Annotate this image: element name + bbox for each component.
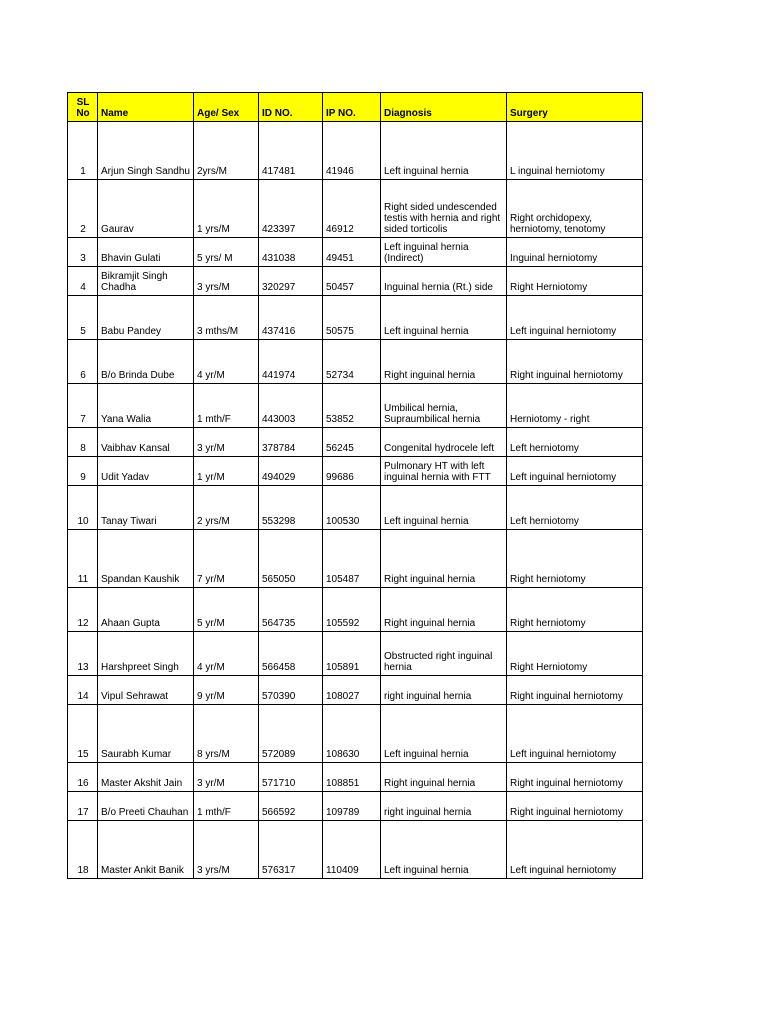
- cell-age-sex: 1 mth/F: [194, 384, 259, 428]
- cell-age-sex: 3 yr/M: [194, 428, 259, 457]
- cell-sl-no: 16: [68, 763, 98, 792]
- cell-sl-no: 1: [68, 122, 98, 180]
- cell-id-no: 431038: [259, 238, 323, 267]
- cell-surgery: Right inguinal herniotomy: [507, 676, 643, 705]
- cell-surgery: Left inguinal herniotomy: [507, 821, 643, 879]
- cell-sl-no: 14: [68, 676, 98, 705]
- cell-ip-no: 46912: [323, 180, 381, 238]
- cell-surgery: Right inguinal herniotomy: [507, 340, 643, 384]
- cell-surgery: Inguinal herniotomy: [507, 238, 643, 267]
- cell-age-sex: 8 yrs/M: [194, 705, 259, 763]
- table-row: [68, 676, 643, 705]
- cell-diagnosis: Right inguinal hernia: [381, 530, 507, 588]
- cell-id-no: 417481: [259, 122, 323, 180]
- cell-surgery: Left herniotomy: [507, 486, 643, 530]
- cell-name: Vipul Sehrawat: [98, 676, 194, 705]
- cell-ip-no: 50457: [323, 267, 381, 296]
- cell-name: Vaibhav Kansal: [98, 428, 194, 457]
- cell-surgery: Left inguinal herniotomy: [507, 705, 643, 763]
- cell-age-sex: 1 yrs/M: [194, 180, 259, 238]
- cell-surgery: Left herniotomy: [507, 428, 643, 457]
- table-row: [68, 296, 643, 340]
- cell-name: Babu Pandey: [98, 296, 194, 340]
- cell-ip-no: 105891: [323, 632, 381, 676]
- cell-name: Master Akshit Jain: [98, 763, 194, 792]
- cell-age-sex: 2yrs/M: [194, 122, 259, 180]
- cell-sl-no: 6: [68, 340, 98, 384]
- table-row: [68, 705, 643, 763]
- cell-id-no: 494029: [259, 457, 323, 486]
- table-row: [68, 340, 643, 384]
- cell-sl-no: 5: [68, 296, 98, 340]
- cell-id-no: 443003: [259, 384, 323, 428]
- cell-surgery: Herniotomy - right: [507, 384, 643, 428]
- cell-sl-no: 18: [68, 821, 98, 879]
- cell-diagnosis: Right sided undescended testis with hernia and right sided torticolis: [381, 180, 507, 238]
- cell-sl-no: 3: [68, 238, 98, 267]
- cell-surgery: Right Herniotomy: [507, 632, 643, 676]
- cell-diagnosis: Left inguinal hernia: [381, 705, 507, 763]
- cell-name: Tanay Tiwari: [98, 486, 194, 530]
- cell-age-sex: 7 yr/M: [194, 530, 259, 588]
- table-row: [68, 486, 643, 530]
- table-row: [68, 180, 643, 238]
- cell-diagnosis: Right inguinal hernia: [381, 340, 507, 384]
- table-row: [68, 238, 643, 267]
- cell-surgery: Right inguinal herniotomy: [507, 763, 643, 792]
- cell-age-sex: 4 yr/M: [194, 632, 259, 676]
- cell-age-sex: 4 yr/M: [194, 340, 259, 384]
- cell-age-sex: 3 mths/M: [194, 296, 259, 340]
- cell-diagnosis: right inguinal hernia: [381, 792, 507, 821]
- cell-sl-no: 11: [68, 530, 98, 588]
- cell-diagnosis: Pulmonary HT with left inguinal hernia with FTT: [381, 457, 507, 486]
- cell-surgery: Right Herniotomy: [507, 267, 643, 296]
- cell-sl-no: 13: [68, 632, 98, 676]
- cell-sl-no: 8: [68, 428, 98, 457]
- cell-ip-no: 105592: [323, 588, 381, 632]
- cell-ip-no: 50575: [323, 296, 381, 340]
- table-row: [68, 763, 643, 792]
- table-row: [68, 792, 643, 821]
- cell-name: Spandan Kaushik: [98, 530, 194, 588]
- header-sl-no: SL No: [68, 93, 98, 122]
- cell-age-sex: 2 yrs/M: [194, 486, 259, 530]
- cell-name: Bikramjit Singh Chadha: [98, 267, 194, 296]
- header-age-sex: Age/ Sex: [194, 93, 259, 122]
- cell-surgery: Right inguinal herniotomy: [507, 792, 643, 821]
- cell-ip-no: 110409: [323, 821, 381, 879]
- cell-id-no: 437416: [259, 296, 323, 340]
- header-id-no: ID NO.: [259, 93, 323, 122]
- cell-ip-no: 41946: [323, 122, 381, 180]
- cell-id-no: 553298: [259, 486, 323, 530]
- cell-age-sex: 1 mth/F: [194, 792, 259, 821]
- cell-diagnosis: Left inguinal hernia (Indirect): [381, 238, 507, 267]
- cell-name: Gaurav: [98, 180, 194, 238]
- cell-name: Saurabh Kumar: [98, 705, 194, 763]
- cell-sl-no: 2: [68, 180, 98, 238]
- cell-diagnosis: Left inguinal hernia: [381, 821, 507, 879]
- cell-name: B/o Preeti Chauhan: [98, 792, 194, 821]
- cell-diagnosis: Inguinal hernia (Rt.) side: [381, 267, 507, 296]
- cell-id-no: 570390: [259, 676, 323, 705]
- cell-id-no: 565050: [259, 530, 323, 588]
- cell-age-sex: 5 yrs/ M: [194, 238, 259, 267]
- cell-age-sex: 3 yrs/M: [194, 267, 259, 296]
- cell-ip-no: 49451: [323, 238, 381, 267]
- table-row: [68, 122, 643, 180]
- cell-id-no: 320297: [259, 267, 323, 296]
- cell-name: Ahaan Gupta: [98, 588, 194, 632]
- hernia-cases-table: [67, 92, 643, 879]
- table-body: [68, 122, 643, 879]
- cell-ip-no: 52734: [323, 340, 381, 384]
- table-row: [68, 267, 643, 296]
- cell-age-sex: 1 yr/M: [194, 457, 259, 486]
- cell-id-no: 423397: [259, 180, 323, 238]
- cell-ip-no: 108851: [323, 763, 381, 792]
- cell-diagnosis: Left inguinal hernia: [381, 486, 507, 530]
- cell-id-no: 378784: [259, 428, 323, 457]
- table-row: [68, 384, 643, 428]
- cell-surgery: Right orchidopexy, herniotomy, tenotomy: [507, 180, 643, 238]
- cell-name: Yana Walia: [98, 384, 194, 428]
- cell-age-sex: 3 yrs/M: [194, 821, 259, 879]
- cell-ip-no: 53852: [323, 384, 381, 428]
- cell-name: Master Ankit Banik: [98, 821, 194, 879]
- cell-name: Arjun Singh Sandhu: [98, 122, 194, 180]
- cell-diagnosis: Left inguinal hernia: [381, 296, 507, 340]
- cell-id-no: 566592: [259, 792, 323, 821]
- cell-name: Bhavin Gulati: [98, 238, 194, 267]
- cell-ip-no: 108027: [323, 676, 381, 705]
- cell-surgery: Right herniotomy: [507, 530, 643, 588]
- cell-id-no: 571710: [259, 763, 323, 792]
- header-surgery: Surgery: [507, 93, 643, 122]
- header-row: [68, 93, 643, 122]
- cell-sl-no: 17: [68, 792, 98, 821]
- cell-ip-no: 105487: [323, 530, 381, 588]
- cell-diagnosis: Right inguinal hernia: [381, 588, 507, 632]
- cell-ip-no: 56245: [323, 428, 381, 457]
- cell-name: Harshpreet Singh: [98, 632, 194, 676]
- cell-id-no: 576317: [259, 821, 323, 879]
- cell-diagnosis: Umbilical hernia, Supraumbilical hernia: [381, 384, 507, 428]
- cell-id-no: 572089: [259, 705, 323, 763]
- header-name: Name: [98, 93, 194, 122]
- table-row: [68, 428, 643, 457]
- cell-ip-no: 99686: [323, 457, 381, 486]
- cell-name: Udit Yadav: [98, 457, 194, 486]
- cell-diagnosis: Congenital hydrocele left: [381, 428, 507, 457]
- cell-surgery: Left inguinal herniotomy: [507, 296, 643, 340]
- cell-id-no: 566458: [259, 632, 323, 676]
- table-row: [68, 821, 643, 879]
- cell-sl-no: 7: [68, 384, 98, 428]
- table-row: [68, 457, 643, 486]
- cell-surgery: L inguinal herniotomy: [507, 122, 643, 180]
- cell-surgery: Right herniotomy: [507, 588, 643, 632]
- cell-sl-no: 15: [68, 705, 98, 763]
- table-row: [68, 588, 643, 632]
- cell-age-sex: 5 yr/M: [194, 588, 259, 632]
- table-row: [68, 632, 643, 676]
- cell-name: B/o Brinda Dube: [98, 340, 194, 384]
- cell-id-no: 564735: [259, 588, 323, 632]
- cell-sl-no: 10: [68, 486, 98, 530]
- cell-ip-no: 108630: [323, 705, 381, 763]
- cell-sl-no: 12: [68, 588, 98, 632]
- header-diagnosis: Diagnosis: [381, 93, 507, 122]
- cell-ip-no: 109789: [323, 792, 381, 821]
- cell-diagnosis: Right inguinal hernia: [381, 763, 507, 792]
- cell-diagnosis: right inguinal hernia: [381, 676, 507, 705]
- cell-sl-no: 9: [68, 457, 98, 486]
- table-row: [68, 530, 643, 588]
- cell-surgery: Left inguinal herniotomy: [507, 457, 643, 486]
- cell-sl-no: 4: [68, 267, 98, 296]
- cell-id-no: 441974: [259, 340, 323, 384]
- cell-ip-no: 100530: [323, 486, 381, 530]
- cell-diagnosis: Left inguinal hernia: [381, 122, 507, 180]
- header-ip-no: IP NO.: [323, 93, 381, 122]
- cell-age-sex: 3 yr/M: [194, 763, 259, 792]
- cell-age-sex: 9 yr/M: [194, 676, 259, 705]
- cell-diagnosis: Obstructed right inguinal hernia: [381, 632, 507, 676]
